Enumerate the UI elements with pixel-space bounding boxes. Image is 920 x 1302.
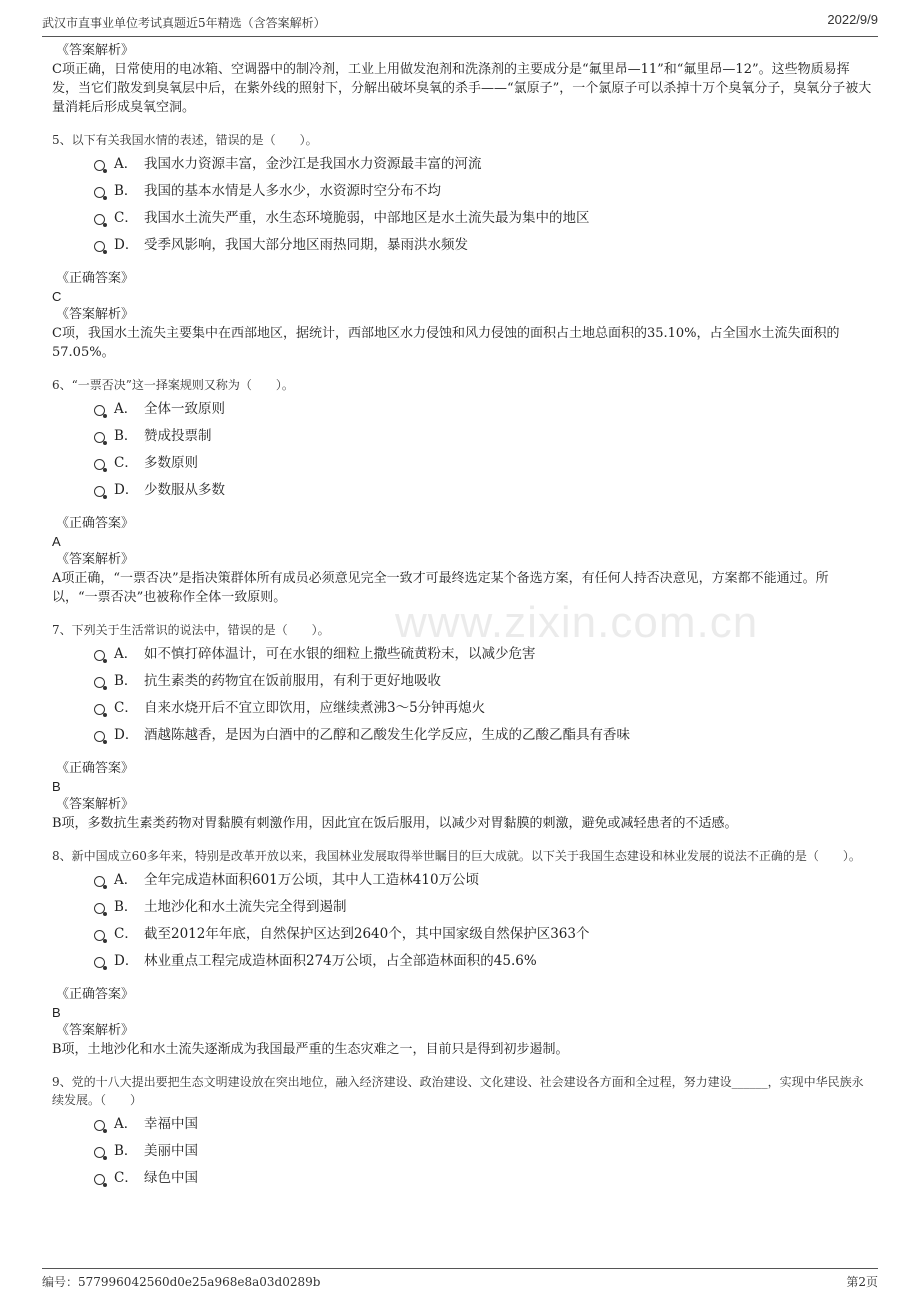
option-d[interactable]: D． 受季风影响，我国大部分地区雨热同期，暴雨洪水频发 bbox=[94, 235, 872, 262]
correct-answer-label: 《正确答案》 bbox=[56, 516, 135, 531]
option-a[interactable]: A． 我国水力资源丰富，金沙江是我国水力资源最丰富的河流 bbox=[94, 154, 872, 181]
radio-icon[interactable] bbox=[94, 432, 105, 443]
correct-answer: A bbox=[52, 534, 61, 549]
correct-answer: B bbox=[52, 1005, 61, 1020]
page-header bbox=[42, 10, 878, 37]
radio-icon[interactable] bbox=[94, 1120, 105, 1131]
option-b[interactable]: B． 抗生素类的药物宜在饭前服用，有利于更好地吸收 bbox=[94, 671, 872, 698]
option-b[interactable]: B． 美丽中国 bbox=[94, 1141, 872, 1168]
analysis-label: 《答案解析》 bbox=[56, 307, 135, 322]
analysis-text: B项，土地沙化和水土流失逐渐成为我国最严重的生态灾难之一，目前只是得到初步遏制。 bbox=[52, 1042, 569, 1057]
option-list bbox=[94, 870, 872, 978]
correct-answer-label: 《正确答案》 bbox=[56, 271, 135, 286]
analysis-label: 《答案解析》 bbox=[56, 797, 135, 812]
radio-icon[interactable] bbox=[94, 1174, 105, 1185]
radio-icon[interactable] bbox=[94, 1147, 105, 1158]
radio-icon[interactable] bbox=[94, 650, 105, 661]
option-a[interactable]: A． 全年完成造林面积601万公顷，其中人工造林410万公顷 bbox=[94, 870, 872, 897]
analysis-label: 《答案解析》 bbox=[56, 43, 135, 58]
option-a[interactable]: A． 全体一致原则 bbox=[94, 399, 872, 426]
option-c[interactable]: C． 自来水烧开后不宜立即饮用，应继续煮沸3～5分钟再熄火 bbox=[94, 698, 872, 725]
option-c[interactable]: C． 多数原则 bbox=[94, 453, 872, 480]
question-stem: 7、下列关于生活常识的说法中，错误的是（ ）。 bbox=[52, 623, 330, 637]
question-block bbox=[52, 1073, 872, 1195]
radio-icon[interactable] bbox=[94, 405, 105, 416]
option-list bbox=[94, 1114, 872, 1195]
option-b[interactable]: B． 赞成投票制 bbox=[94, 426, 872, 453]
document-title: 武汉市直事业单位考试真题近5年精选（含答案解析） bbox=[42, 16, 326, 30]
correct-answer: B bbox=[52, 779, 61, 794]
correct-answer-label: 《正确答案》 bbox=[56, 987, 135, 1002]
radio-icon[interactable] bbox=[94, 160, 105, 171]
radio-icon[interactable] bbox=[94, 731, 105, 742]
question-block bbox=[52, 621, 872, 833]
option-c[interactable]: C． 我国水土流失严重，水生态环境脆弱，中部地区是水土流失最为集中的地区 bbox=[94, 208, 872, 235]
document-id: 编号：577996042560d0e25a968e8a03d0289b bbox=[42, 1275, 321, 1289]
page-number: 第2页 bbox=[846, 1275, 878, 1289]
radio-icon[interactable] bbox=[94, 930, 105, 941]
option-list bbox=[94, 644, 872, 752]
radio-icon[interactable] bbox=[94, 241, 105, 252]
radio-icon[interactable] bbox=[94, 957, 105, 968]
option-c[interactable]: C． 截至2012年年底，自然保护区达到2640个，其中国家级自然保护区363个 bbox=[94, 924, 872, 951]
radio-icon[interactable] bbox=[94, 876, 105, 887]
option-list bbox=[94, 154, 872, 262]
radio-icon[interactable] bbox=[94, 459, 105, 470]
question-stem: 6、“一票否决”这一择案规则又称为（ ）。 bbox=[52, 378, 294, 392]
question-stem: 5、以下有关我国水情的表述，错误的是（ ）。 bbox=[52, 133, 318, 147]
option-d[interactable]: D． 酒越陈越香，是因为白酒中的乙醇和乙酸发生化学反应，生成的乙酸乙酯具有香味 bbox=[94, 725, 872, 752]
analysis-label: 《答案解析》 bbox=[56, 1023, 135, 1038]
watermark: www.zixin.com.cn bbox=[395, 598, 759, 647]
radio-icon[interactable] bbox=[94, 704, 105, 715]
question-stem: 9、党的十八大提出要把生态文明建设放在突出地位，融入经济建设、政治建设、文化建设、社会建设各方面和全过程，努力建设______，实现中华民族永续发展。（ ） bbox=[52, 1075, 864, 1107]
option-b[interactable]: B． 我国的基本水情是人多水少，水资源时空分布不均 bbox=[94, 181, 872, 208]
page-footer bbox=[42, 1268, 878, 1291]
question-block bbox=[52, 847, 872, 1059]
option-d[interactable]: D． 林业重点工程完成造林面积274万公顷，占全部造林面积的45.6% bbox=[94, 951, 872, 978]
analysis-text: C项，我国水土流失主要集中在西部地区，据统计，西部地区水力侵蚀和风力侵蚀的面积占土地总面积的35.10%，占全国水土流失面积的57.05%。 bbox=[52, 326, 840, 360]
analysis-text: B项，多数抗生素类药物对胃黏膜有刺激作用，因此宜在饭后服用，以减少对胃黏膜的刺激，避免或减轻患者的不适感。 bbox=[52, 816, 738, 831]
analysis-text: C项正确，日常使用的电冰箱、空调器中的制冷剂，工业上用做发泡剂和洗涤剂的主要成分是“氟里昂—11”和“氟里昂—12”。这些物质易挥发，当它们散发到臭氧层中后，在紫外线的照射下，分解出破坏臭氧的杀手——“氯原子”，一个氯原子可以杀掉十万个臭氧分子，臭氧分子被大量消耗后形成臭氧空洞。 bbox=[52, 62, 872, 115]
option-d[interactable]: D． 少数服从多数 bbox=[94, 480, 872, 507]
correct-answer: C bbox=[52, 289, 62, 304]
question-stem: 8、新中国成立60多年来，特别是改革开放以来，我国林业发展取得举世瞩目的巨大成就。以下关于我国生态建设和林业发展的说法不正确的是（ ）。 bbox=[52, 849, 861, 863]
option-a[interactable]: A． 幸福中国 bbox=[94, 1114, 872, 1141]
option-list bbox=[94, 399, 872, 507]
question-block bbox=[52, 131, 872, 362]
radio-icon[interactable] bbox=[94, 214, 105, 225]
option-b[interactable]: B． 土地沙化和水土流失完全得到遏制 bbox=[94, 897, 872, 924]
option-a[interactable]: A． 如不慎打碎体温计，可在水银的细粒上撒些硫黄粉末，以减少危害 bbox=[94, 644, 872, 671]
question-block bbox=[52, 376, 872, 607]
radio-icon[interactable] bbox=[94, 677, 105, 688]
analysis-label: 《答案解析》 bbox=[56, 552, 135, 567]
radio-icon[interactable] bbox=[94, 486, 105, 497]
correct-answer-label: 《正确答案》 bbox=[56, 761, 135, 776]
radio-icon[interactable] bbox=[94, 903, 105, 914]
radio-icon[interactable] bbox=[94, 187, 105, 198]
option-c[interactable]: C． 绿色中国 bbox=[94, 1168, 872, 1195]
analysis-text: A项正确，“一票否决”是指决策群体所有成员必须意见完全一致才可最终选定某个备选方案，有任何人持否决意见，方案都不能通过。所以，“一票否决”也被称作全体一致原则。 bbox=[52, 571, 829, 605]
document-date: 2022/9/9 bbox=[827, 12, 878, 27]
